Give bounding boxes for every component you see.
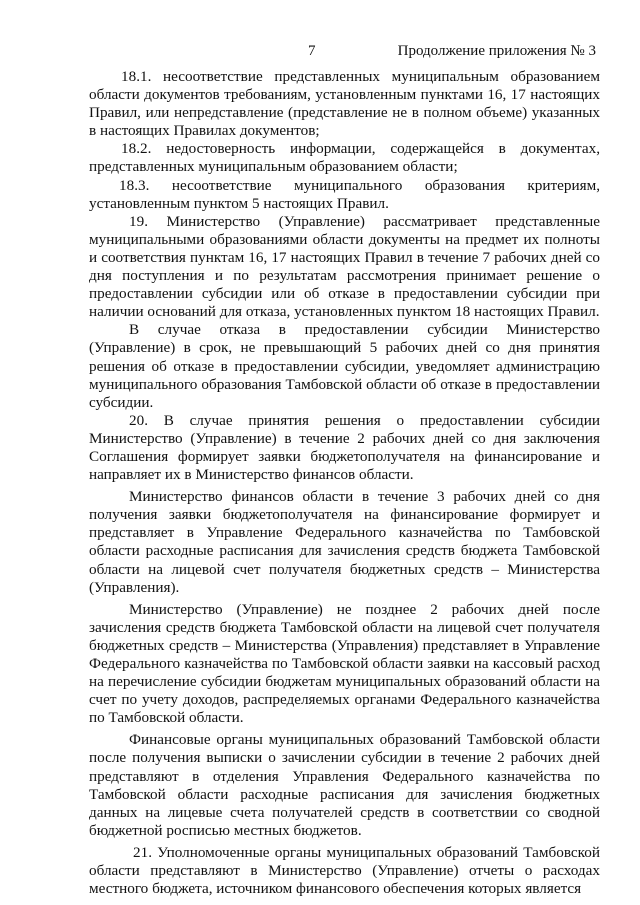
paragraph-20: 20. В случае принятия решения о предоставлении субсидии Министерство (Управление) в течение 2 рабочих дней со дня заключения Соглашения формирует заявки бюджетополучателя на финансирование и направляет их в Министерство финансов области. [89, 411, 600, 484]
paragraph-21: 21. Уполномоченные органы муниципальных образований Тамбовской области представляют в Министерство (Управление) отчеты о расходах местного бюджета, источником финансового обеспечения которых является [89, 843, 600, 898]
paragraph-18-2: 18.2. недостоверность информации, содержащейся в документах, представленных муниципальным образованием области; [89, 140, 600, 176]
paragraph-18-1: 18.1. несоответствие представленных муниципальным образованием области документов требованиям, установленным пунктами 16, 17 настоящих Правил, или непредставление (представление не в полном объеме) указанных в настоящих Правилах документов; [89, 68, 600, 140]
document-body [89, 68, 600, 898]
paragraph-19: 19. Министерство (Управление) рассматривает представленные муниципальными образованиями области документы на предмет их полноты и соответствия пунктам 16, 17 настоящих Правил в течение 7 рабочих дней со дня поступления и по результатам рассмотрения принимает решение о предоставлении субсидии или об отказе в предоставлении субсидии при наличии оснований для отказа, установленных пунктом 18 настоящих Правил. [89, 212, 600, 321]
paragraph-18-3: 18.3. несоответствие муниципального образования критериям, установленным пунктом 5 настоящих Правил. [89, 176, 600, 212]
page-number: 7 [308, 43, 316, 59]
paragraph-financial-bodies: Финансовые органы муниципальных образований Тамбовской области после получения выписки о зачислении субсидии в течение 2 рабочих дней представляют в отделения Управления Федерального казначейства по Тамбовской области расходные расписания для зачисления бюджетных данных на лицевые счета получателей средств в соответствии со сводной бюджетной росписью местных бюджетов. [89, 731, 600, 839]
paragraph-finance-ministry: Министерство финансов области в течение 3 рабочих дней со дня получения заявки бюджетополучателя на финансирование формирует и представляет в Управление Федерального казначейства по Тамбовской области расходные расписания для зачисления средств бюджета Тамбовской области на лицевой счет получателя бюджетных средств – Министерства (Управления). [89, 488, 600, 596]
paragraph-ministry-submission: Министерство (Управление) не позднее 2 рабочих дней после зачисления средств бюджета Тамбовской области на лицевой счет получателя бюджетных средств – Министерства (Управления) представляет в Управление Федерального казначейства по Тамбовской области заявки на кассовый расход на перечисление субсидии бюджетам муниципальных образований области на счет по учету доходов, распределяемых органами Федерального казначейства по Тамбовской области. [89, 600, 600, 727]
paragraph-refusal: В случае отказа в предоставлении субсидии Министерство (Управление) в срок, не превышающий 5 рабочих дней со дня принятия решения об отказе в предоставлении субсидии, уведомляет администрацию муниципального образования Тамбовской области об отказе в предоставлении субсидии. [89, 321, 600, 411]
continuation-header: Продолжение приложения № 3 [397, 43, 596, 59]
